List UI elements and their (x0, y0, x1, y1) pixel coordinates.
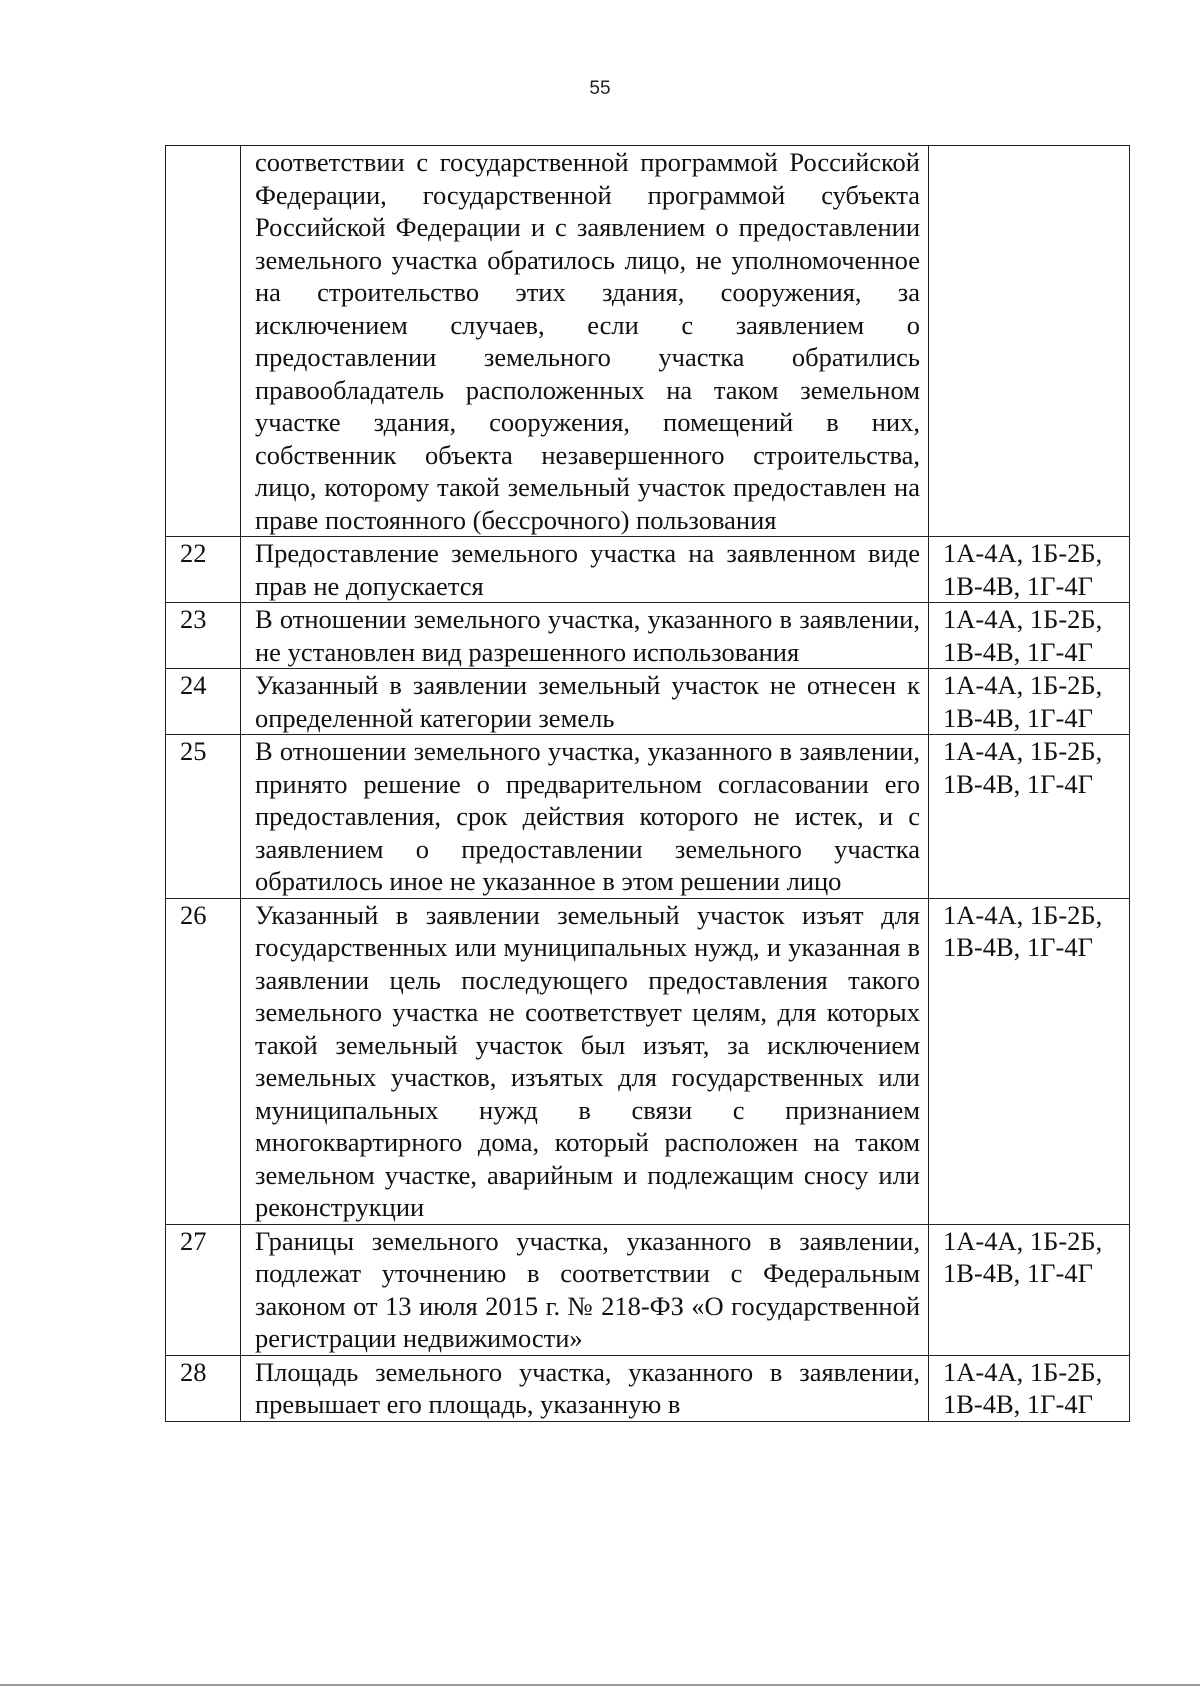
row-number: 24 (166, 669, 241, 735)
row-codes-line-1: 1А-4А, 1Б-2Б, (943, 604, 1103, 634)
row-codes-line-2: 1В-4В, 1Г-4Г (943, 1389, 1093, 1419)
row-text: Границы земельного участка, указанного в заявлении, подлежат уточнению в соответствии с Федеральным законом от 13 июля 2015 г. № 218-ФЗ «О государственной регистрации недвижимости» (241, 1224, 929, 1355)
row-text: Указанный в заявлении земельный участок не отнесен к определенной категории земель (241, 669, 929, 735)
row-codes (929, 669, 1130, 735)
row-text: Предоставление земельного участка на заявленном виде прав не допускается (241, 537, 929, 603)
row-codes-line-1: 1А-4А, 1Б-2Б, (943, 538, 1103, 568)
table-row (166, 669, 1130, 735)
table-row (166, 735, 1130, 899)
row-text: соответствии с государственной программой Российской Федерации, государственной программой субъекта Российской Федерации и с заявлением о предоставлении земельного участка обратилось лицо, не уполномоченное на строительство этих здания, сооружения, за исключением случаев, если с заявлением о предоставлении земельного участка обратились правообладатель расположенных на таком земельном участке здания, сооружения, помещений в них, собственник объекта незавершенного строительства, лицо, которому такой земельный участок предоставлен на праве постоянного (бессрочного) пользования (241, 146, 929, 537)
row-codes-line-1: 1А-4А, 1Б-2Б, (943, 899, 1103, 930)
table-row (166, 898, 1130, 1224)
row-codes (929, 1224, 1130, 1355)
row-codes (929, 735, 1130, 899)
row-text: Указанный в заявлении земельный участок изъят для государственных или муниципальных нужд, и указанная в заявлении цель последующего предоставления такого земельного участка не соответствует целям, для которых такой земельный участок был изъят, за исключением земельных участков, изъятых для государственных или муниципальных нужд в связи с признанием многоквартирного дома, который расположен на таком земельном участке, аварийным и подлежащим сносу или реконструкции (241, 898, 929, 1224)
table-row (166, 603, 1130, 669)
row-number: 28 (166, 1355, 241, 1421)
grounds-table (165, 145, 1130, 1422)
row-codes-line-1: 1А-4А, 1Б-2Б, (943, 670, 1103, 700)
row-codes-line-2: 1В-4В, 1Г-4Г (943, 636, 1093, 667)
row-number (166, 146, 241, 537)
row-codes (929, 1355, 1130, 1421)
table-row (166, 146, 1130, 537)
row-codes-line-1: 1А-4А, 1Б-2Б, (943, 736, 1103, 766)
row-number: 22 (166, 537, 241, 603)
row-codes-line-1: 1А-4А, 1Б-2Б, (943, 1356, 1103, 1387)
row-codes (929, 537, 1130, 603)
row-codes-line-1: 1А-4А, 1Б-2Б, (943, 1225, 1103, 1256)
row-codes (929, 898, 1130, 1224)
row-codes-line-2: 1В-4В, 1Г-4Г (943, 932, 1093, 962)
row-codes-line-2: 1В-4В, 1Г-4Г (943, 1258, 1093, 1288)
row-codes-line-2: 1В-4В, 1Г-4Г (943, 570, 1093, 601)
row-codes-line-2: 1В-4В, 1Г-4Г (943, 702, 1093, 733)
row-codes-line-2: 1В-4В, 1Г-4Г (943, 768, 1093, 799)
scan-edge-line (0, 1684, 1200, 1686)
row-text: В отношении земельного участка, указанного в заявлении, не установлен вид разрешенного использования (241, 603, 929, 669)
table-row (166, 1355, 1130, 1421)
row-codes (929, 603, 1130, 669)
table-row (166, 1224, 1130, 1355)
row-number: 23 (166, 603, 241, 669)
row-codes (929, 146, 1130, 537)
row-number: 26 (166, 898, 241, 1224)
table-row (166, 537, 1130, 603)
row-text: Площадь земельного участка, указанного в заявлении, превышает его площадь, указанную в (241, 1355, 929, 1421)
page-number: 55 (589, 78, 611, 99)
row-number: 27 (166, 1224, 241, 1355)
row-text: В отношении земельного участка, указанного в заявлении, принято решение о предварительном согласовании его предоставления, срок действия которого не истек, и с заявлением о предоставлении земельного участка обратилось иное не указанное в этом решении лицо (241, 735, 929, 899)
row-number: 25 (166, 735, 241, 899)
